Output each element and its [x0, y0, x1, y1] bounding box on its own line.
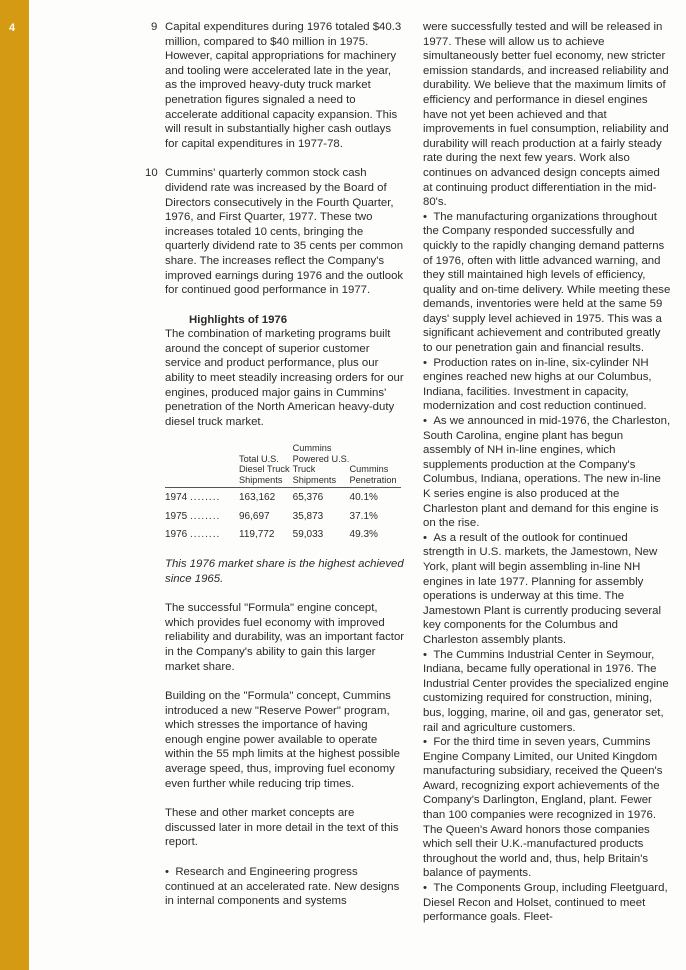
leader-dots: ........: [190, 492, 221, 504]
charleston-bullet: • As we announced in mid-1976, the Charleston, South Carolina, engine plant has begun assembly of NH in-line engines, which supplements production at the Company's Columbus, Indiana, operations. The new in-line K series engine is also produced at the Charleston plant and demand for this engine is on the rise.: [423, 414, 671, 531]
item-9: [151, 20, 405, 151]
manufacturing-bullet: • The manufacturing organizations throughout the Company responded successfully and quickly to the rapidly changing demand patterns of 1976, often with little advanced warning, and they still maintained high levels of efficiency, quality and on-time delivery. While meeting these demands, inventories were held at the same 59 days' supply level achieved in 1975. This was a significant achievement and contributed greatly to our penetration gain and financial results.: [423, 210, 671, 356]
table-cell: 49.3%: [349, 529, 378, 541]
section-heading: Highlights of 1976: [189, 313, 288, 326]
production-bullet: • Production rates on in-line, six-cylinder NH engines reached new highs at our Columbus, Indiana, facilities. Investment in capacity, modernization and cost reduction continued.: [423, 356, 671, 414]
table-cell: 59,033: [292, 529, 324, 541]
page-number: 4: [9, 22, 16, 34]
item-number: 9: [151, 21, 158, 33]
highlights-intro: The combination of marketing programs built around the concept of superior customer service and product performance, plus our ability to meet steadily increasing orders for our engines, produced major gains in Cummins' penetration of the North American heavy-duty diesel truck market.: [165, 328, 404, 428]
table-row: [165, 526, 401, 545]
penetration-table: [165, 443, 401, 545]
market-share-note: This 1976 market share is the highest achieved since 1965.: [165, 557, 404, 585]
item-10: [145, 166, 405, 297]
left-column: [145, 20, 405, 909]
leader-dots: ........: [190, 529, 221, 541]
table-header: Total U.S. Diesel Truck Shipments: [239, 453, 290, 485]
item-text: Cummins' quarterly common stock cash dividend rate was increased by the Board of Directors consecutively in the Fourth Quarter, 1976, and First Quarter, 1977. These two increases totaled 10 cents, bringing the quarterly dividend rate to 35 cents per common share. The increases reflect the Company's improved earnings during 1976 and the outlook for continued good performance in 1977.: [165, 167, 404, 297]
industrial-center-bullet: • The Cummins Industrial Center in Seymour, Indiana, became fully operational in 1976. The Industrial Center provides the specialized engine customizing required for construction, mining, bus, logging, marine, oil and gas, generator set, rail and agriculture customers.: [423, 648, 671, 736]
table-cell-year: 1975: [165, 510, 188, 522]
table-cell: 96,697: [239, 510, 270, 522]
table-cell-year: 1974: [165, 492, 188, 504]
page-margin-stripe: [0, 0, 29, 970]
queens-award-bullet: • For the third time in seven years, Cummins Engine Company Limited, our United Kingdom manufacturing subsidiary, received the Queen's Award, recognizing export achievements of the Company's Darlington, England, plant. Fewer than 100 companies were recognized in 1976. The Queen's Award honors those companies which sell their U.K.-manufactured products throughout the world and, thus, help Britain's balance of payments.: [423, 735, 671, 881]
table-row: [165, 508, 401, 527]
table-cell: 119,772: [239, 529, 275, 541]
leader-dots: ........: [190, 510, 221, 522]
formula-paragraph: The successful "Formula" engine concept, which provides fuel economy with improved reliability and durability, was an important factor in the Company's ability to gain this larger market share.: [165, 602, 405, 673]
table-row: [165, 488, 401, 508]
table-cell: 163,162: [239, 488, 293, 508]
table-header: Cummins Penetration: [349, 464, 397, 485]
item-text: Capital expenditures during 1976 totaled $40.3 million, compared to $40 million in 1975. However, capital appropriations for machinery and tooling were accelerated late in the year, as the improved heavy-duty truck market penetration figures signaled a need to accelerate additional capacity expansion. This will result in substantially higher cash outlays for capital expenditures in 1977-78.: [165, 21, 402, 150]
engineering-paragraph: were successfully tested and will be released in 1977. These will allow us to achieve simultaneously better fuel economy, new stricter emission standards, and increased reliability and durability. We believe that the maximum limits of efficiency and performance in diesel engines have not yet been achieved and that improvements in fuel consumption, reliability and durability will reach production at a fairly steady rate during the next few years. Work also continues on advanced design concepts aimed at continuing product differentiation in the mid-80's.: [423, 21, 669, 209]
item-number: 10: [145, 167, 158, 180]
table-cell-year: 1976: [165, 529, 188, 541]
jamestown-bullet: • As a result of the outlook for continued strength in U.S. markets, the Jamestown, New York, plant will begin assembling in-line NH engines in late 1977. Planning for assembly operations is underway at this time. The Jamestown Plant is currently producing several key components for the Columbus and Charleston assembly plants.: [423, 531, 671, 648]
concepts-paragraph: These and other market concepts are discussed later in more detail in the text of this report.: [165, 807, 399, 849]
reserve-power-paragraph: Building on the "Formula" concept, Cummins introduced a new "Reserve Power" program, which stresses the importance of having enough engine power available to operate within the 55 mph limits at the highest possible average speed, thus, improving fuel economy even further while reducing trip times.: [165, 690, 400, 790]
right-column: [423, 20, 671, 925]
research-paragraph: • Research and Engineering progress continued at an accelerated rate. New designs in internal components and systems: [165, 865, 405, 909]
table-cell: 40.1%: [350, 488, 401, 508]
components-group-bullet: • The Components Group, including Fleetguard, Diesel Recon and Holset, continued to meet performance goals. Fleet-: [423, 881, 671, 925]
table-cell: 35,873: [292, 510, 324, 522]
table-cell: 37.1%: [349, 510, 378, 522]
table-cell: 65,376: [293, 488, 350, 508]
table-header: Cummins Powered U.S. Truck Shipments: [292, 443, 350, 485]
